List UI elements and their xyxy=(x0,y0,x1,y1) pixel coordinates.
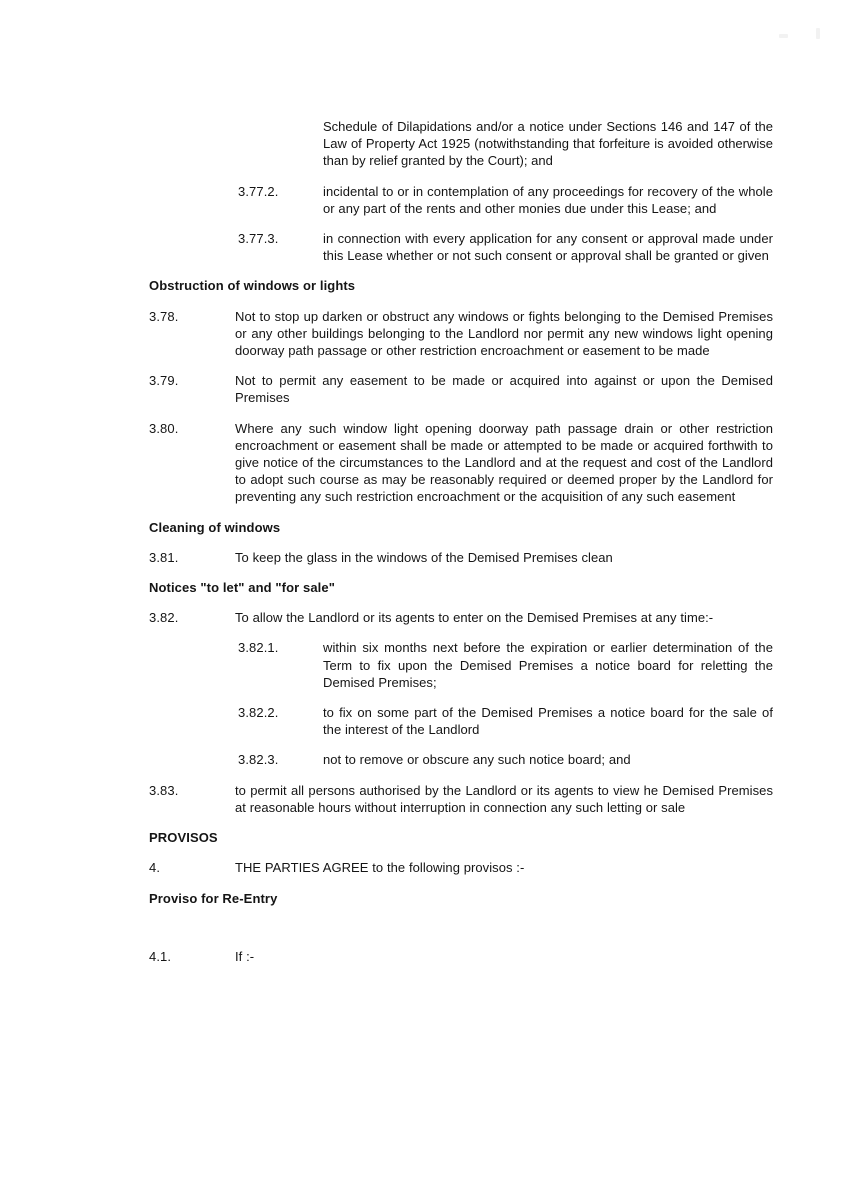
clause-text: Not to permit any easement to be made or acquired into against or upon the Demised Premises xyxy=(235,373,773,406)
clause xyxy=(149,751,773,768)
clause-text: in connection with every application for any consent or approval made under this Lease whether or not such consent or approval shall be granted or given xyxy=(323,231,773,264)
scan-speckle xyxy=(816,28,820,39)
clause-text: to permit all persons authorised by the Landlord or its agents to view he Demised Premises at reasonable hours without interruption in connection any such letting or sale xyxy=(235,782,773,815)
clause xyxy=(149,420,773,506)
document-body xyxy=(149,118,773,978)
clause xyxy=(149,639,773,691)
clause-text: incidental to or in contemplation of any proceedings for recovery of the whole or any part of the rents and other monies due under this Lease; and xyxy=(323,183,773,216)
clause-number: 4.1. xyxy=(149,948,172,964)
clause xyxy=(149,372,773,406)
section-heading: Notices "to let" and "for sale" xyxy=(149,580,335,596)
clause-number: 3.79. xyxy=(149,373,179,389)
clause-text: Where any such window light opening doorway path passage drain or other restriction encroachment or easement shall be made or attempted to be made or acquired forthwith to give notice of the circumstances to the Landlord and at the request and cost of the Landlord to adopt such course as may be reasonably required or deemed proper by the Landlord for preventing any such restriction encroachment or the acquisition of any such easement xyxy=(235,420,773,505)
clause xyxy=(149,704,773,738)
clause-number: 3.78. xyxy=(149,308,179,324)
clause-text: If :- xyxy=(235,948,255,964)
section-heading: PROVISOS xyxy=(149,830,218,846)
clause-number: 3.81. xyxy=(149,549,179,565)
clause-text: Not to stop up darken or obstruct any windows or fights belonging to the Demised Premises or any other buildings belonging to the Landlord nor permit any new windows light opening doorway path passage or other restriction encroachment or easement to be made xyxy=(235,308,773,359)
clause-number: 4. xyxy=(149,860,161,876)
clause-text: within six months next before the expiration or earlier determination of the Term to fix upon the Demised Premises a notice board for reletting the Demised Premises; xyxy=(323,640,773,690)
clause-text: not to remove or obscure any such notice board; and xyxy=(323,752,631,768)
clause-text: to fix on some part of the Demised Premises a notice board for the sale of the interest of the Landlord xyxy=(323,705,773,738)
clause-number: 3.82.2. xyxy=(238,705,279,721)
clause-number: 3.77.2. xyxy=(238,183,279,199)
vertical-spacer xyxy=(149,920,773,948)
clause xyxy=(149,549,773,566)
clause xyxy=(149,609,773,626)
clause-number: 3.82. xyxy=(149,610,179,626)
scan-speckle xyxy=(779,34,788,38)
clause-text: To keep the glass in the windows of the Demised Premises clean xyxy=(235,549,613,565)
section-heading: Obstruction of windows or lights xyxy=(149,278,356,294)
clause-number: 3.82.1. xyxy=(238,640,279,656)
section-heading: Cleaning of windows xyxy=(149,519,281,535)
clause-text: To allow the Landlord or its agents to enter on the Demised Premises at any time:- xyxy=(235,610,714,626)
clause-number: 3.80. xyxy=(149,420,179,436)
clause-number: 3.82.3. xyxy=(238,752,279,768)
clause-number: 3.77.3. xyxy=(238,231,279,247)
clause xyxy=(149,230,773,264)
clause xyxy=(149,948,773,965)
clause xyxy=(149,183,773,217)
clause xyxy=(149,308,773,360)
clause-continuation: Schedule of Dilapidations and/or a notice under Sections 146 and 147 of the Law of Property Act 1925 (notwithstanding that forfeiture is avoided otherwise than by relief granted by the Court); and xyxy=(323,119,773,169)
clause xyxy=(149,859,773,876)
clause-text: THE PARTIES AGREE to the following provisos :- xyxy=(235,860,525,876)
section-heading: Proviso for Re-Entry xyxy=(149,890,278,906)
clause xyxy=(149,782,773,816)
clause-number: 3.83. xyxy=(149,782,179,798)
